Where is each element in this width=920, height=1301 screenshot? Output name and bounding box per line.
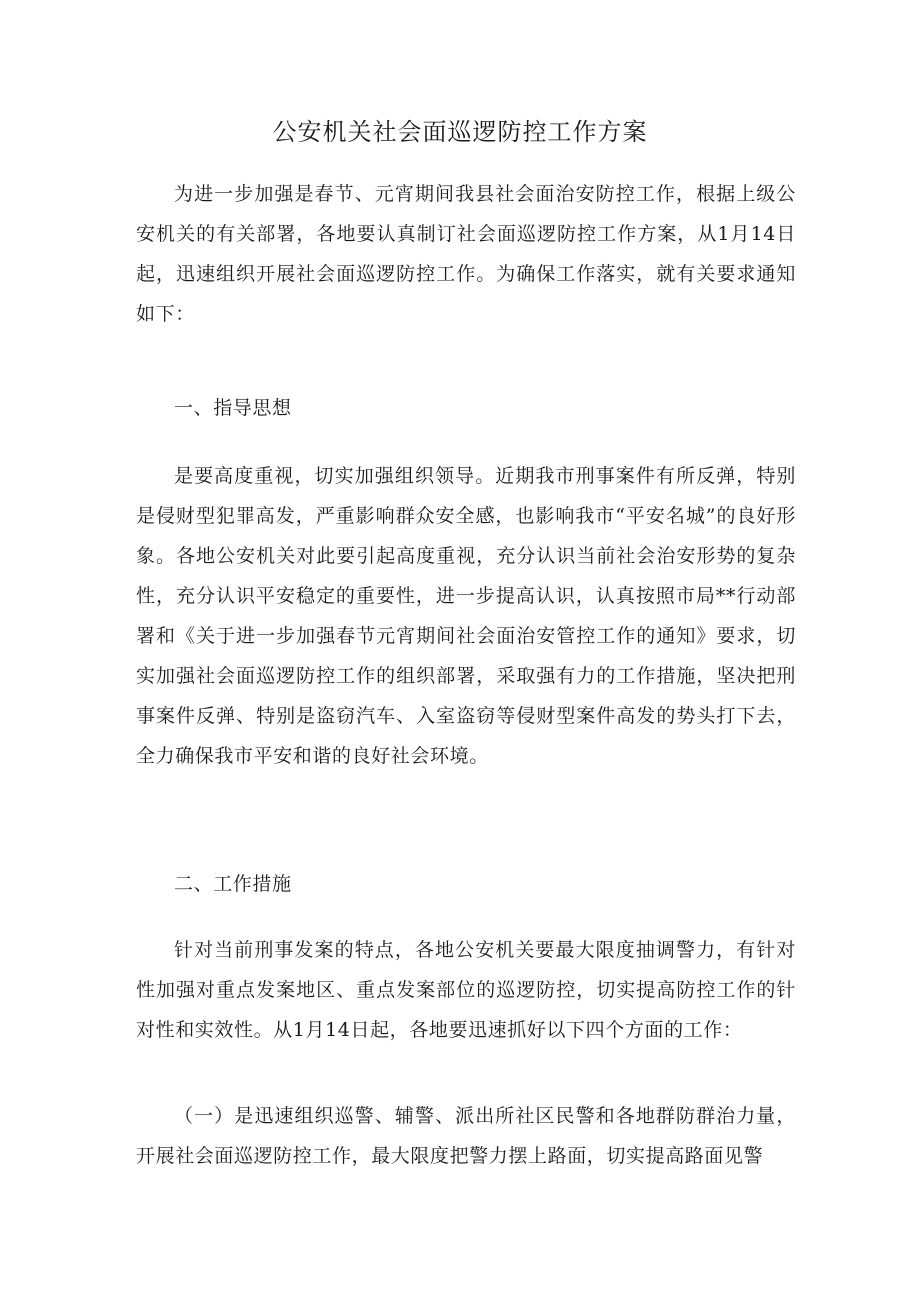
intro-paragraph: 为进一步加强是春节、元宵期间我县社会面治安防控工作，根据上级公安机关的有关部署，各地要认真制订社会面巡逻防控工作方案，从1月14日起，迅速组织开展社会面巡逻防控工作。为确保工作落实，就有关要求通知如下： — [136, 183, 796, 325]
section-heading-work-measures: 二、工作措施 — [174, 873, 292, 895]
section-body-guiding-ideology: 是要高度重视，切实加强组织领导。近期我市刑事案件有所反弹，特别是侵财型犯罪高发，严重影响群众安全感，也影响我市“平安名城”的良好形象。各地公安机关对此要引起高度重视，充分认识当前社会治安形势的复杂性，充分认识平安稳定的重要性，进一步提高认识，认真按照市局**行动部署和《关于进一步加强春节元宵期间社会面治安管控工作的通知》要求，切实加强社会面巡逻防控工作的组织部署，采取强有力的工作措施，坚决把刑事案件反弹、特别是盗窃汽车、入室盗窃等侵财型案件高发的势头打下去，全力确保我市平安和谐的良好社会环境。 — [136, 465, 796, 767]
work-measure-item-1: （一）是迅速组织巡警、辅警、派出所社区民警和各地群防群治力量，开展社会面巡逻防控工作，最大限度把警力摆上路面，切实提高路面见警 — [136, 1105, 796, 1167]
document-title: 公安机关社会面巡逻防控工作方案 — [272, 118, 648, 146]
section-body-work-measures: 针对当前刑事发案的特点，各地公安机关要最大限度抽调警力，有针对性加强对重点发案地区、重点发案部位的巡逻防控，切实提高防控工作的针对性和实效性。从1月14日起，各地要迅速抓好以下四个方面的工作： — [136, 939, 796, 1041]
section-heading-guiding-ideology: 一、指导思想 — [174, 397, 292, 419]
